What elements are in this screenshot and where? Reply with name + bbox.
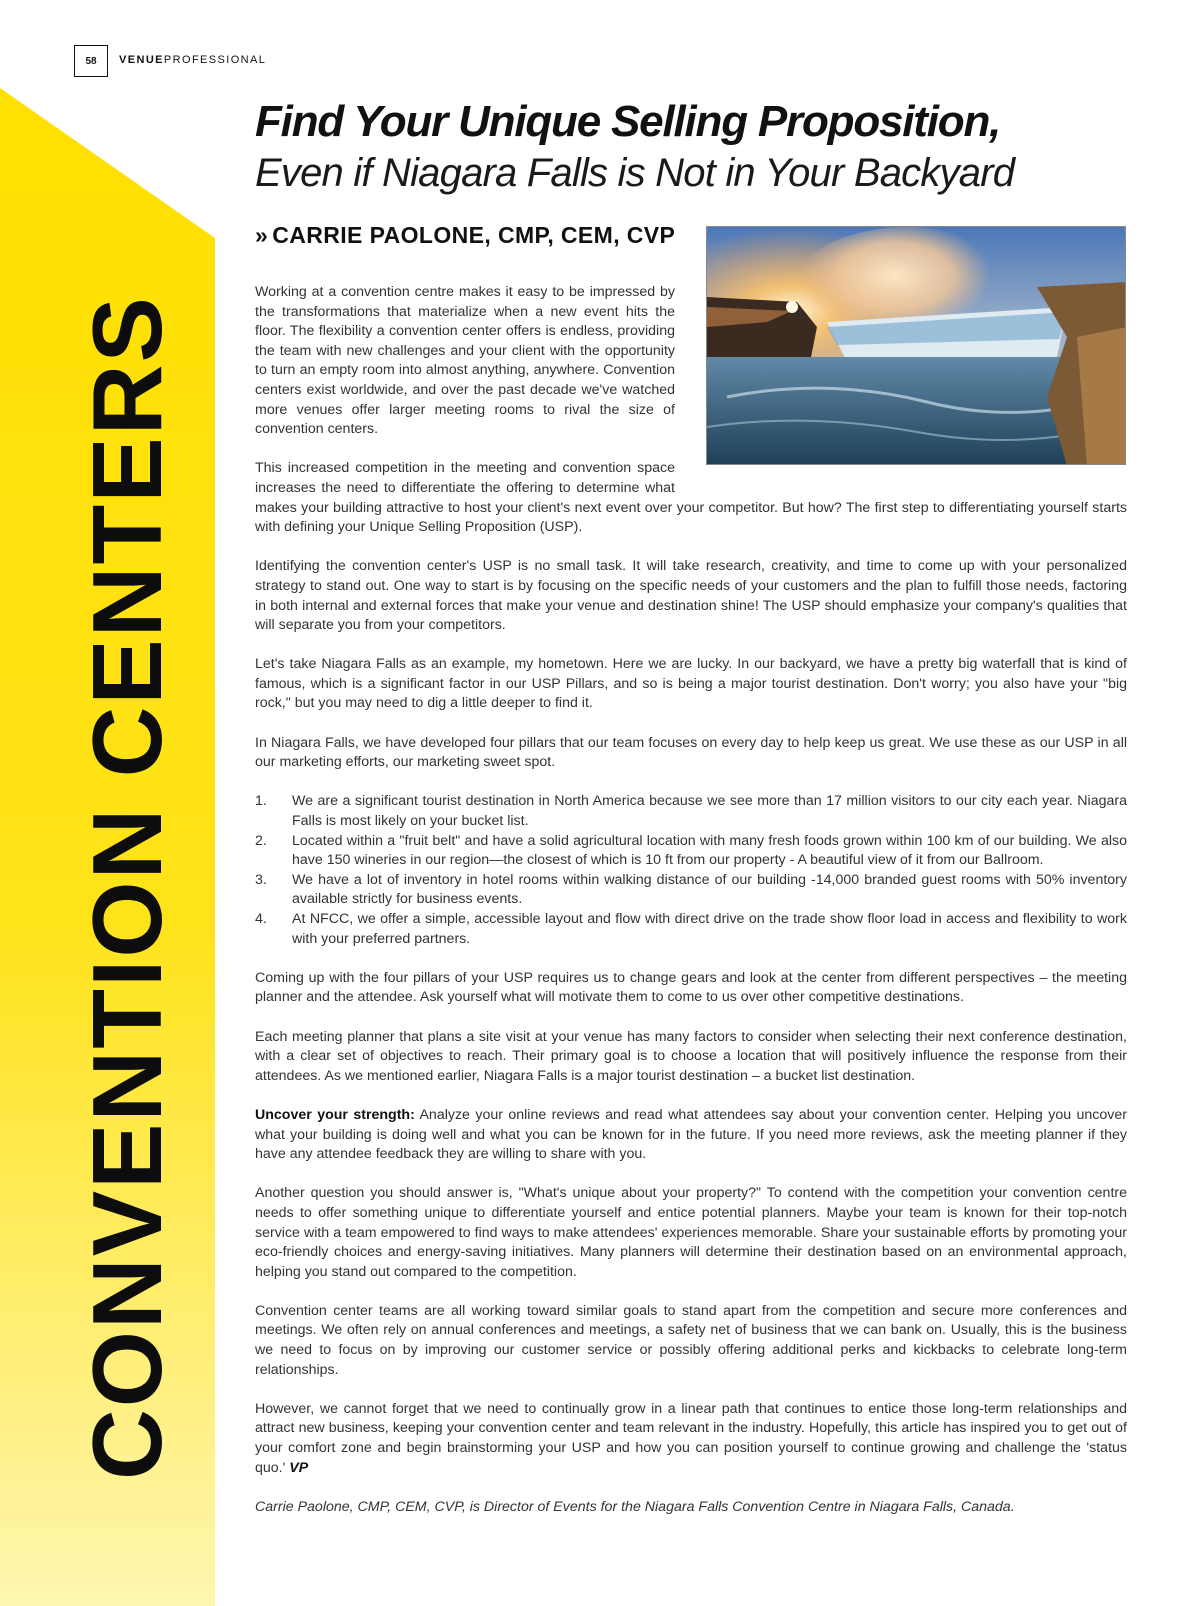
masthead-regular: PROFESSIONAL — [163, 54, 267, 66]
paragraph: Each meeting planner that plans a site visit at your venue has many factors to consider when selecting their next conference destination, with a clear set of objectives to reach. Their primary goal is to choose a location that will positively influence the response from their attendees. As we mentioned earlier, Niagara Falls is a major tourist destination – a bucket list destination. — [255, 1028, 1127, 1084]
author-bio: Carrie Paolone, CMP, CEM, CVP, is Director of Events for the Niagara Falls Convention Centre in Niagara Falls, Canada. — [255, 1498, 1015, 1515]
paragraph: Identifying the convention center's USP is no small task. It will take research, creativity, and time to come up with your personalized strategy to stand out. One way to start is by focusing on the specific needs of your customers and the plan to fulfill those needs, factoring in both internal and external forces that make your venue and destination shine! The USP should emphasize your company's qualities that will separate you from your competitors. — [255, 558, 1127, 634]
strength-label: Uncover your strength: — [255, 1106, 415, 1123]
paragraph: This increased competition in the meeting and convention space increases the need to differentiate the offering to determine what makes your building attractive to host your client's next event over your competitor. But how? The first step to differentiating yourself starts with defining your Unique Selling Proposition (USP). — [255, 460, 1127, 536]
list-item — [255, 792, 1127, 831]
paragraph: Working at a convention centre makes it easy to be impressed by the transformations that materialize when a new event hits the floor. The flexibility a convention center offers is endless, providing the team with new challenges and your client with the opportunity to turn an empty room into almost anything, anywhere. Convention centers exist worldwide, and over the past decade we've watched more venues offer larger meeting rooms to rival the size of convention centers. — [255, 284, 675, 438]
paragraph: Coming up with the four pillars of your USP requires us to change gears and look at the center from different perspectives – the meeting planner and the attendee. Ask yourself what will motivate them to come to us over other competitive destinations. — [255, 969, 1127, 1006]
page-number: 58 — [74, 45, 108, 77]
closing-text: However, we cannot forget that we need to continually grow in a linear path that continues to entice those long-term relationships and attract new business, keeping your convention center and team relevant in the industry. Hopefully, this article has inspired you to get out of your comfort zone and begin brainstorming your USP and how you can position yourself to continue growing and challenge the 'status quo.' — [255, 1400, 1127, 1476]
strength-paragraph — [255, 1106, 1127, 1165]
usp-pillars-list — [255, 792, 1127, 949]
article-title: Find Your Unique Selling Proposition, — [255, 97, 1001, 146]
paragraph: Convention center teams are all working toward similar goals to stand apart from the competition and secure more conferences and meetings. We often rely on annual conferences and meetings, a safety net of business that we can bank on. Usually, this is the business we need to focus on by improving our customer service or possibly offering additional perks and kickbacks to celebrate long-term relationships. — [255, 1302, 1127, 1378]
byline-author: CARRIE PAOLONE, CMP, CEM, CVP — [272, 222, 676, 248]
end-mark: VP — [289, 1459, 309, 1476]
strength-text: Analyze your online reviews and read what attendees say about your convention center. Helping you uncover what your building is doing well and what you can be known for in the future. If you need more reviews, ask the meeting planner if they have any attendee feedback they are willing to share with you. — [255, 1106, 1127, 1163]
list-text: We are a significant tourist destination in North America because we see more than 17 million visitors to our city each year. Niagara Falls is most likely on your bucket list. — [292, 793, 1127, 830]
article-body — [255, 283, 1127, 1537]
image-wrap-spacer — [675, 283, 1127, 481]
article-subtitle: Even if Niagara Falls is Not in Your Backyard — [255, 151, 1015, 195]
paragraph: Another question you should answer is, "What's unique about your property?" To contend with the competition your convention centre needs to offer something unique to differentiate yourself and entice potential planners. Maybe your team is known for their top-notch service with a team empowered to find ways to make attendees' experiences memorable. Share your sustainable efforts by promoting your eco-friendly choices and energy-saving initiatives. Many planners will determine their destination based on an environmental approach, helping you stand out compared to the competition. — [255, 1185, 1127, 1280]
byline — [255, 222, 675, 249]
list-item — [255, 832, 1127, 871]
list-number: 1. — [255, 793, 267, 810]
list-item — [255, 871, 1127, 910]
paragraph: Let's take Niagara Falls as an example, my hometown. Here we are lucky. In our backyard, we have a pretty big waterfall that is kind of famous, which is a significant factor in our USP Pillars, and so is being a major tourist destination. Don't worry; you also have your "big rock," but you may need to dig a little deeper to find it. — [255, 656, 1127, 712]
closing-paragraph — [255, 1400, 1127, 1478]
list-number: 4. — [255, 911, 267, 927]
list-number: 3. — [255, 871, 267, 888]
paragraph: In Niagara Falls, we have developed four pillars that our team focuses on every day to help keep us great. We use these as our USP in all our marketing efforts, our marketing sweet spot. — [255, 734, 1127, 771]
list-text: We have a lot of inventory in hotel rooms within walking distance of our building -14,000 branded guest rooms with 50% inventory available strictly for business events. — [292, 871, 1127, 908]
masthead-bold: VENUE — [119, 54, 164, 66]
list-item — [255, 910, 1127, 949]
chevron-right-icon: » — [255, 222, 269, 248]
masthead — [119, 54, 266, 66]
list-number: 2. — [255, 832, 267, 849]
section-label: CONVENTION CENTERS — [72, 295, 182, 1480]
list-text: At NFCC, we offer a simple, accessible layout and flow with direct drive on the trade show floor load in access and flexibility to work with your preferred partners. — [292, 911, 1127, 947]
list-text: Located within a "fruit belt" and have a solid agricultural location with many fresh foods grown within 100 km of our building. We also have 150 wineries in our region—the closest of which is 10 ft from our property - A beautiful view of it from our Ballroom. — [292, 832, 1127, 869]
